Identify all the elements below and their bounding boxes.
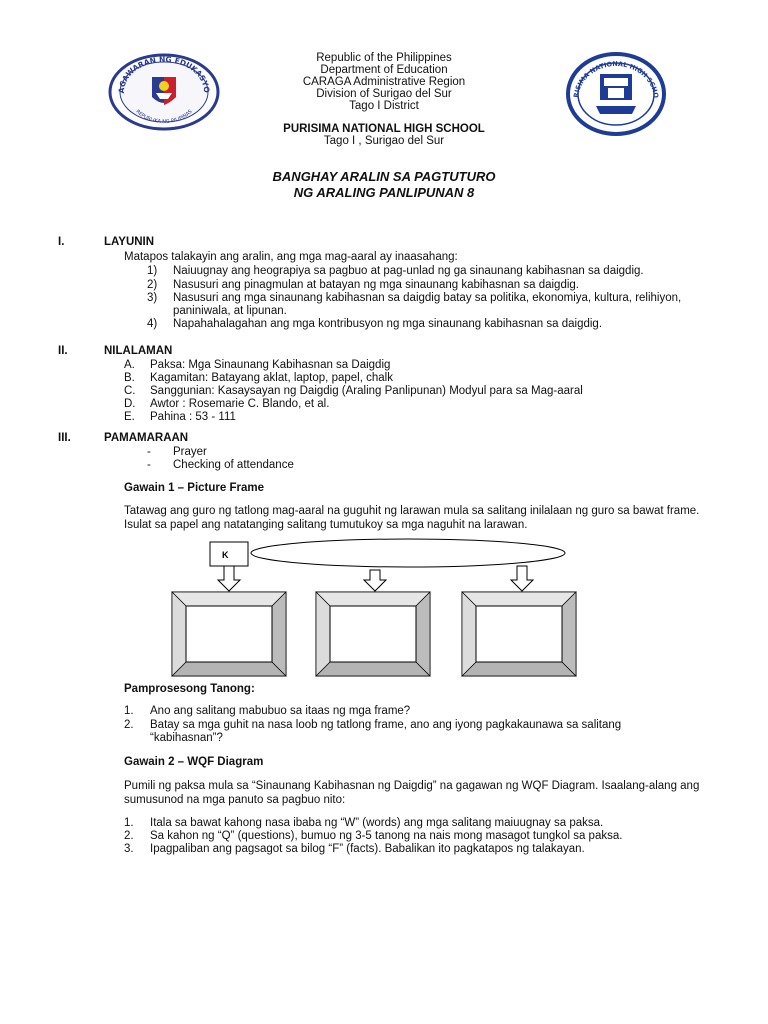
- school-name: PURISIMA NATIONAL HIGH SCHOOL: [283, 123, 485, 135]
- gawain1-title: Gawain 1 – Picture Frame: [124, 482, 264, 494]
- bullet-dash: -: [147, 446, 151, 458]
- list-item: [124, 372, 724, 385]
- list-item: [124, 398, 724, 411]
- section-number: III.: [58, 432, 71, 444]
- list-item-text: Kagamitan: Batayang aklat, laptop, papel, chalk: [150, 372, 393, 384]
- list-item-text: Prayer: [173, 446, 207, 458]
- picture-frame-3: [462, 592, 576, 676]
- list-item-text: Sa kahon ng “Q” (questions), bumuo ng 3-5 tanong na nais mong masagot tungkol sa paksa.: [150, 830, 623, 842]
- svg-text:KAGAWARAN NG EDUKASYON: AGAWARAN NG EDUKASYO: [116, 54, 212, 94]
- bullet-dash: -: [147, 459, 151, 471]
- header-republic: Republic of the Philippines: [316, 52, 452, 64]
- svg-text:REPUBLIKA NG PILIPINAS: REPUBLIKA NG PILIPINAS: [134, 108, 194, 125]
- list-item-text: Nasusuri ang pinagmulan at batayan ng mga sinaunang kabihasnan sa daigdig.: [173, 279, 579, 291]
- school-address: Tago I , Surigao del Sur: [323, 135, 445, 147]
- down-arrow-3: [511, 566, 533, 591]
- list-item-text: Naiuugnay ang heograpiya sa pagbuo at pag-unlad ng ga sinaunang kabihasnan sa daigdig.: [173, 265, 644, 277]
- list-item: [147, 459, 547, 472]
- picture-frame-2: [316, 592, 430, 676]
- section-title-layunin: LAYUNIN: [104, 236, 155, 248]
- list-item-number: 1.: [124, 817, 134, 829]
- list-item: [147, 265, 747, 278]
- list-item: [147, 279, 747, 292]
- list-item-text: Paksa: Mga Sinaunang Kabihasnan sa Daigdig: [150, 359, 391, 371]
- list-item-text: Sanggunian: Kasaysayan ng Daigdig (Araling Panlipunan) Modyul para sa Mag-aaral: [150, 385, 583, 397]
- list-item: [124, 705, 724, 718]
- header-department: Department of Education: [320, 64, 448, 76]
- list-item: [124, 843, 724, 856]
- list-item-text-continued: “kabihasnan”?: [150, 732, 223, 744]
- list-item-text: Pahina : 53 - 111: [150, 411, 236, 423]
- list-item: [147, 446, 547, 459]
- list-item-text: Ipagpaliban ang pagsagot sa bilog “F” (facts). Babalikan ito pagkatapos ng talakayan.: [150, 843, 585, 855]
- list-item-text: Checking of attendance: [173, 459, 294, 471]
- list-item-text: Batay sa mga guhit na nasa loob ng tatlong frame, ano ang iyong pagkakaunawa sa salitang: [150, 719, 622, 731]
- gawain2-title: Gawain 2 – WQF Diagram: [124, 756, 264, 768]
- list-item-number: 2.: [124, 719, 134, 731]
- gawain1-paragraph: Tatawag ang guro ng tatlong mag-aaral na guguhit ng larawan mula sa salitang inilalaan ng guro sa bawat frame. Isulat sa papel ang natatanging salitang tumutukoy sa mga naguhit na larawan.: [124, 505, 700, 531]
- section-number: I.: [58, 236, 65, 248]
- list-item-text: Napahahalagahan ang mga kontribusyon ng mga sinaunang kabihasnan sa daigdig.: [173, 318, 603, 330]
- list-item-number: 4): [147, 318, 158, 330]
- document-title-line1: BANGHAY ARALIN SA PAGTUTURO: [272, 169, 496, 184]
- down-arrow-1: [218, 566, 240, 591]
- svg-text:PURISIMA NATIONAL HIGH SCHOOL: RISIMA NATIONAL HIGH SCHO: [572, 59, 661, 99]
- list-item: [124, 719, 724, 745]
- list-item-letter: D.: [124, 398, 136, 410]
- list-item-letter: C.: [124, 385, 136, 397]
- header-region: CARAGA Administrative Region: [302, 76, 466, 88]
- list-item-text: Awtor : Rosemarie C. Blando, et al.: [150, 398, 330, 410]
- list-item-number: 2.: [124, 830, 134, 842]
- list-item-letter: A.: [124, 359, 135, 371]
- list-item-number: 3): [147, 292, 158, 304]
- list-item: [147, 292, 747, 318]
- section-number: II.: [58, 345, 68, 357]
- layunin-intro: Matapos talakayin ang aralin, ang mga mag-aaral ay inaasahang:: [124, 251, 458, 263]
- list-item: [147, 318, 747, 331]
- list-item: [124, 830, 724, 843]
- list-item: [124, 817, 724, 830]
- header-division: Division of Surigao del Sur: [316, 88, 452, 100]
- section-title-nilalaman: NILALAMAN: [104, 345, 173, 357]
- list-item-text: Itala sa bawat kahong nasa ibaba ng “W” (words) ang mga salitang maiuugnay sa paksa.: [150, 817, 604, 829]
- list-item-number: 1): [147, 265, 158, 277]
- list-item-letter: E.: [124, 411, 135, 423]
- list-item-number: 1.: [124, 705, 134, 717]
- list-item: [124, 411, 724, 424]
- list-item-number: 3.: [124, 843, 134, 855]
- list-item: [124, 385, 724, 398]
- k-label-text: K: [222, 550, 229, 560]
- picture-frame-diagram: [160, 536, 620, 682]
- k-label-box: [210, 542, 248, 566]
- list-item-text: Ano ang salitang mabubuo sa itaas ng mga frame?: [150, 705, 411, 717]
- document-title-line2: NG ARALING PANLIPUNAN 8: [293, 185, 475, 200]
- gawain2-paragraph: Pumili ng paksa mula sa “Sinaunang Kabihasnan ng Daigdig” na gagawan ng WQF Diagram. Isaalang-alang ang sumusunod na mga panuto sa pagbuo nito:: [124, 780, 700, 806]
- list-item-text: Nasusuri ang mga sinaunang kabihasnan sa daigdig batay sa politika, ekonomiya, kultura, relihiyon,: [173, 292, 682, 304]
- list-item-number: 2): [147, 279, 158, 291]
- list-item-letter: B.: [124, 372, 135, 384]
- list-item-text-continued: paniniwala, at lipunan.: [173, 305, 287, 317]
- section-title-pamamaraan: PAMAMARAAN: [104, 432, 189, 444]
- down-arrow-2: [364, 570, 386, 591]
- pamprosesong-title: Pamprosesong Tanong:: [124, 683, 255, 695]
- header-district: Tago I District: [349, 100, 419, 112]
- word-ellipse: [251, 539, 565, 567]
- picture-frame-1: [172, 592, 286, 676]
- list-item: [124, 359, 724, 372]
